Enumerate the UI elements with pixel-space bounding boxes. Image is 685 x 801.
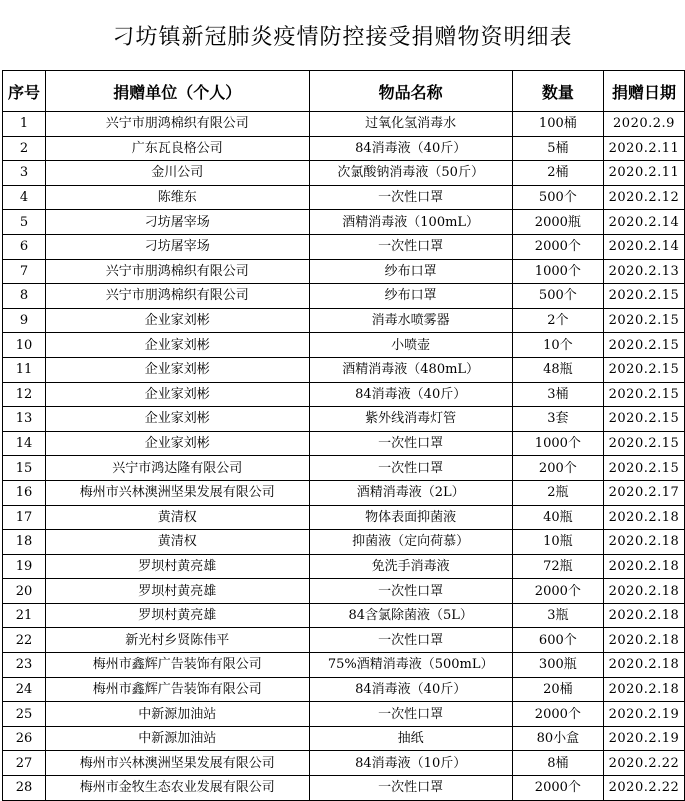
cell-quantity: 3套 <box>512 407 603 432</box>
cell-date: 2020.2.15 <box>603 382 684 407</box>
cell-item: 一次性口罩 <box>309 579 512 604</box>
cell-quantity: 2000个 <box>512 776 603 801</box>
cell-index: 12 <box>3 382 46 407</box>
cell-index: 28 <box>3 776 46 801</box>
cell-quantity: 10个 <box>512 333 603 358</box>
cell-index: 4 <box>3 185 46 210</box>
header-date: 捐赠日期 <box>603 71 684 112</box>
cell-donor: 金川公司 <box>45 161 309 186</box>
cell-quantity: 500个 <box>512 284 603 309</box>
table-row <box>3 382 685 407</box>
cell-item: 抽纸 <box>309 726 512 751</box>
table-row <box>3 259 685 284</box>
cell-item: 84含氯除菌液（5L） <box>309 603 512 628</box>
table-header-row <box>3 71 685 112</box>
cell-quantity: 2000个 <box>512 579 603 604</box>
cell-index: 25 <box>3 702 46 727</box>
cell-quantity: 2瓶 <box>512 480 603 505</box>
cell-quantity: 5桶 <box>512 136 603 161</box>
header-quantity: 数量 <box>512 71 603 112</box>
cell-donor: 梅州市兴林澳洲坚果发展有限公司 <box>45 751 309 776</box>
cell-quantity: 2000个 <box>512 702 603 727</box>
cell-quantity: 2桶 <box>512 161 603 186</box>
cell-date: 2020.2.12 <box>603 185 684 210</box>
cell-date: 2020.2.18 <box>603 628 684 653</box>
table-row <box>3 751 685 776</box>
cell-date: 2020.2.15 <box>603 407 684 432</box>
cell-donor: 企业家刘彬 <box>45 333 309 358</box>
cell-item: 84消毒液（40斤） <box>309 382 512 407</box>
cell-index: 21 <box>3 603 46 628</box>
cell-item: 次氯酸钠消毒液（50斤） <box>309 161 512 186</box>
cell-date: 2020.2.13 <box>603 259 684 284</box>
table-row <box>3 161 685 186</box>
cell-index: 13 <box>3 407 46 432</box>
cell-item: 小喷壶 <box>309 333 512 358</box>
cell-date: 2020.2.19 <box>603 702 684 727</box>
cell-quantity: 10瓶 <box>512 530 603 555</box>
cell-item: 84消毒液（40斤） <box>309 677 512 702</box>
cell-item: 一次性口罩 <box>309 702 512 727</box>
cell-date: 2020.2.17 <box>603 480 684 505</box>
cell-date: 2020.2.15 <box>603 357 684 382</box>
header-item: 物品名称 <box>309 71 512 112</box>
cell-donor: 黄清权 <box>45 505 309 530</box>
cell-donor: 梅州市兴林澳洲坚果发展有限公司 <box>45 480 309 505</box>
header-index: 序号 <box>3 71 46 112</box>
table-row <box>3 530 685 555</box>
cell-item: 纱布口罩 <box>309 259 512 284</box>
page-title: 刁坊镇新冠肺炎疫情防控接受捐赠物资明细表 <box>112 25 573 50</box>
cell-date: 2020.2.14 <box>603 234 684 259</box>
cell-donor: 兴宁市鸿达隆有限公司 <box>45 456 309 481</box>
cell-donor: 中新源加油站 <box>45 702 309 727</box>
cell-item: 75%酒精消毒液（500mL） <box>309 653 512 678</box>
cell-date: 2020.2.11 <box>603 161 684 186</box>
cell-donor: 企业家刘彬 <box>45 308 309 333</box>
cell-date: 2020.2.9 <box>603 112 684 137</box>
cell-date: 2020.2.11 <box>603 136 684 161</box>
cell-date: 2020.2.18 <box>603 505 684 530</box>
table-row <box>3 505 685 530</box>
cell-donor: 企业家刘彬 <box>45 357 309 382</box>
table-row <box>3 456 685 481</box>
cell-index: 19 <box>3 554 46 579</box>
table-row <box>3 284 685 309</box>
cell-date: 2020.2.18 <box>603 530 684 555</box>
cell-date: 2020.2.15 <box>603 431 684 456</box>
cell-quantity: 1000个 <box>512 259 603 284</box>
cell-item: 紫外线消毒灯管 <box>309 407 512 432</box>
cell-donor: 兴宁市朋鸿棉织有限公司 <box>45 284 309 309</box>
table-row <box>3 653 685 678</box>
cell-item: 抑菌液（定向荷慕） <box>309 530 512 555</box>
cell-index: 26 <box>3 726 46 751</box>
table-row <box>3 210 685 235</box>
table-row <box>3 554 685 579</box>
cell-donor: 刁坊屠宰场 <box>45 210 309 235</box>
cell-quantity: 8桶 <box>512 751 603 776</box>
table-row <box>3 579 685 604</box>
cell-index: 17 <box>3 505 46 530</box>
cell-donor: 新光村乡贤陈伟平 <box>45 628 309 653</box>
cell-date: 2020.2.22 <box>603 751 684 776</box>
cell-item: 免洗手消毒液 <box>309 554 512 579</box>
cell-index: 27 <box>3 751 46 776</box>
cell-date: 2020.2.19 <box>603 726 684 751</box>
cell-donor: 梅州市鑫辉广告装饰有限公司 <box>45 677 309 702</box>
cell-quantity: 48瓶 <box>512 357 603 382</box>
cell-date: 2020.2.14 <box>603 210 684 235</box>
cell-donor: 黄清权 <box>45 530 309 555</box>
cell-date: 2020.2.18 <box>603 603 684 628</box>
cell-donor: 中新源加油站 <box>45 726 309 751</box>
cell-quantity: 72瓶 <box>512 554 603 579</box>
cell-quantity: 2个 <box>512 308 603 333</box>
table-row <box>3 357 685 382</box>
cell-date: 2020.2.18 <box>603 677 684 702</box>
cell-index: 9 <box>3 308 46 333</box>
cell-quantity: 3桶 <box>512 382 603 407</box>
cell-index: 18 <box>3 530 46 555</box>
table-row <box>3 431 685 456</box>
cell-quantity: 40瓶 <box>512 505 603 530</box>
cell-quantity: 20桶 <box>512 677 603 702</box>
cell-item: 一次性口罩 <box>309 776 512 801</box>
cell-date: 2020.2.22 <box>603 776 684 801</box>
table-row <box>3 726 685 751</box>
table-row <box>3 185 685 210</box>
cell-index: 20 <box>3 579 46 604</box>
cell-index: 11 <box>3 357 46 382</box>
cell-date: 2020.2.18 <box>603 554 684 579</box>
table-row <box>3 603 685 628</box>
table-row <box>3 677 685 702</box>
cell-index: 2 <box>3 136 46 161</box>
cell-index: 10 <box>3 333 46 358</box>
table-row <box>3 308 685 333</box>
cell-quantity: 1000个 <box>512 431 603 456</box>
cell-quantity: 300瓶 <box>512 653 603 678</box>
cell-item: 酒精消毒液（480mL） <box>309 357 512 382</box>
cell-quantity: 200个 <box>512 456 603 481</box>
cell-donor: 广东瓦良格公司 <box>45 136 309 161</box>
cell-quantity: 100桶 <box>512 112 603 137</box>
cell-index: 14 <box>3 431 46 456</box>
cell-donor: 罗坝村黄亮雄 <box>45 579 309 604</box>
cell-index: 7 <box>3 259 46 284</box>
cell-quantity: 3瓶 <box>512 603 603 628</box>
cell-date: 2020.2.18 <box>603 653 684 678</box>
cell-donor: 罗坝村黄亮雄 <box>45 603 309 628</box>
cell-index: 3 <box>3 161 46 186</box>
table-row <box>3 333 685 358</box>
cell-item: 消毒水喷雾器 <box>309 308 512 333</box>
cell-date: 2020.2.15 <box>603 308 684 333</box>
cell-item: 酒精消毒液（100mL） <box>309 210 512 235</box>
cell-index: 24 <box>3 677 46 702</box>
cell-index: 6 <box>3 234 46 259</box>
table-row <box>3 234 685 259</box>
cell-donor: 兴宁市朋鸿棉织有限公司 <box>45 112 309 137</box>
cell-donor: 梅州市鑫辉广告装饰有限公司 <box>45 653 309 678</box>
cell-item: 一次性口罩 <box>309 628 512 653</box>
cell-index: 22 <box>3 628 46 653</box>
table-row <box>3 628 685 653</box>
table-row <box>3 136 685 161</box>
cell-quantity: 80小盒 <box>512 726 603 751</box>
header-donor: 捐赠单位（个人） <box>45 71 309 112</box>
cell-quantity: 2000个 <box>512 234 603 259</box>
table-row <box>3 407 685 432</box>
table-row <box>3 702 685 727</box>
cell-donor: 企业家刘彬 <box>45 407 309 432</box>
cell-quantity: 2000瓶 <box>512 210 603 235</box>
table-row <box>3 776 685 801</box>
cell-index: 23 <box>3 653 46 678</box>
cell-donor: 梅州市金牧生态农业发展有限公司 <box>45 776 309 801</box>
cell-item: 一次性口罩 <box>309 185 512 210</box>
cell-item: 一次性口罩 <box>309 234 512 259</box>
cell-item: 酒精消毒液（2L） <box>309 480 512 505</box>
cell-donor: 刁坊屠宰场 <box>45 234 309 259</box>
cell-index: 5 <box>3 210 46 235</box>
cell-donor: 罗坝村黄亮雄 <box>45 554 309 579</box>
donation-table <box>2 70 685 801</box>
cell-date: 2020.2.18 <box>603 579 684 604</box>
cell-item: 纱布口罩 <box>309 284 512 309</box>
cell-index: 1 <box>3 112 46 137</box>
cell-item: 物体表面抑菌液 <box>309 505 512 530</box>
cell-item: 84消毒液（10斤） <box>309 751 512 776</box>
cell-date: 2020.2.15 <box>603 333 684 358</box>
cell-item: 84消毒液（40斤） <box>309 136 512 161</box>
cell-index: 15 <box>3 456 46 481</box>
cell-item: 一次性口罩 <box>309 431 512 456</box>
cell-donor: 兴宁市朋鸿棉织有限公司 <box>45 259 309 284</box>
cell-donor: 陈维东 <box>45 185 309 210</box>
table-row <box>3 112 685 137</box>
cell-item: 过氧化氢消毒水 <box>309 112 512 137</box>
cell-quantity: 500个 <box>512 185 603 210</box>
cell-quantity: 600个 <box>512 628 603 653</box>
cell-donor: 企业家刘彬 <box>45 382 309 407</box>
cell-item: 一次性口罩 <box>309 456 512 481</box>
cell-donor: 企业家刘彬 <box>45 431 309 456</box>
cell-date: 2020.2.15 <box>603 284 684 309</box>
cell-index: 8 <box>3 284 46 309</box>
cell-date: 2020.2.15 <box>603 456 684 481</box>
cell-index: 16 <box>3 480 46 505</box>
table-row <box>3 480 685 505</box>
